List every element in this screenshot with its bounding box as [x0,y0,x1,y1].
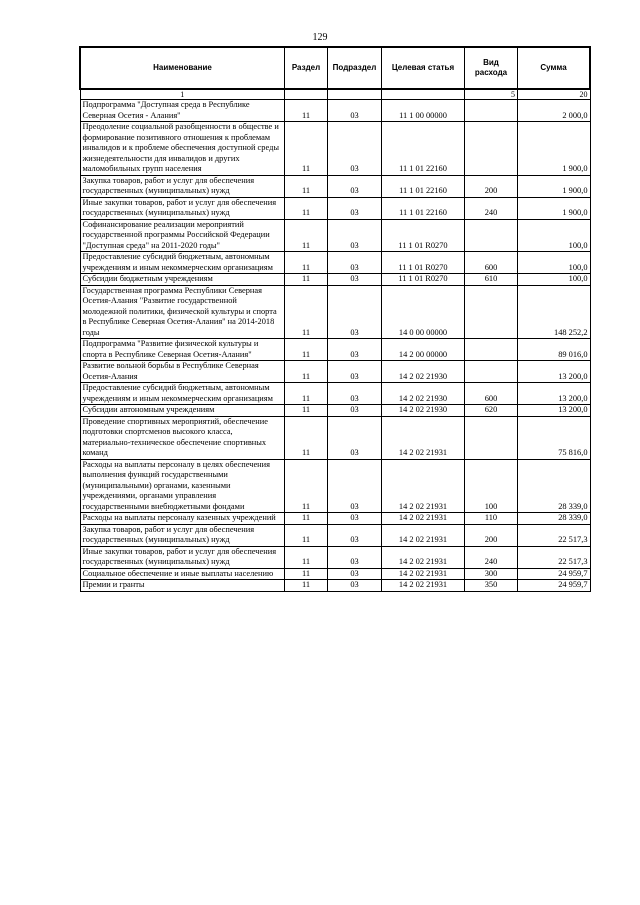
row-name-cell: Социальное обеспечение и иные выплаты населению [80,568,285,580]
table-row [80,175,590,197]
table-row [80,513,590,525]
section-cell: 11 [285,100,328,122]
row-name-cell: Иные закупки товаров, работ и услуг для обеспечения государственных (муниципальных) нужд [80,197,285,219]
sum-cell: 75 816,0 [518,416,591,459]
expense-type-cell: 110 [465,513,518,525]
row-name-cell: Закупка товаров, работ и услуг для обеспечения государственных (муниципальных) нужд [80,524,285,546]
section-cell: 11 [285,580,328,592]
section-cell: 11 [285,513,328,525]
header-expense-type: Вид расхода [465,47,518,89]
expense-type-cell [465,339,518,361]
column-number [328,89,382,100]
table-row [80,383,590,405]
row-name-cell: Государственная программа Республики Северная Осетия-Алания "Развитие государственной молодежной политики, физической культуры и спорта в Республике Северная Осетия-Алания" на 2014-2018 годы [80,285,285,339]
table-row [80,546,590,568]
section-cell: 11 [285,175,328,197]
subsection-cell: 03 [328,252,382,274]
subsection-cell: 03 [328,459,382,513]
table-row [80,285,590,339]
row-name-cell: Предоставление субсидий бюджетным, автономным учреждениям и иным некоммерческим организациям [80,383,285,405]
sum-cell: 24 959,7 [518,580,591,592]
table-row [80,416,590,459]
sum-cell: 22 517,3 [518,546,591,568]
header-section: Раздел [285,47,328,89]
expense-type-cell: 200 [465,524,518,546]
row-name-cell: Подпрограмма "Развитие физической культуры и спорта в Республике Северная Осетия-Алания" [80,339,285,361]
row-name-cell: Софинансирование реализации мероприятий государственной программы Российской Федерации "Доступная среда" на 2011-2020 годы" [80,219,285,252]
target-article-cell: 14 2 02 21931 [382,546,465,568]
target-article-cell: 14 2 02 21931 [382,416,465,459]
expense-type-cell: 610 [465,274,518,286]
target-article-cell: 11 1 01 R0270 [382,219,465,252]
row-name-cell: Иные закупки товаров, работ и услуг для обеспечения государственных (муниципальных) нужд [80,546,285,568]
section-cell: 11 [285,122,328,176]
table-row [80,219,590,252]
row-name-cell: Субсидии автономным учреждениям [80,405,285,417]
header-target: Целевая статья [382,47,465,89]
sum-cell: 28 339,0 [518,459,591,513]
sum-cell: 89 016,0 [518,339,591,361]
table-row [80,568,590,580]
expense-type-cell: 600 [465,252,518,274]
table-row [80,100,590,122]
target-article-cell: 11 1 01 R0270 [382,274,465,286]
row-name-cell: Предоставление субсидий бюджетным, автономным учреждениям и иным некоммерческим организациям [80,252,285,274]
expense-type-cell: 600 [465,383,518,405]
subsection-cell: 03 [328,383,382,405]
table-header-row [80,47,590,89]
expense-type-cell: 200 [465,175,518,197]
subsection-cell: 03 [328,274,382,286]
section-cell: 11 [285,219,328,252]
sum-cell: 22 517,3 [518,524,591,546]
expense-type-cell [465,100,518,122]
sum-cell: 24 959,7 [518,568,591,580]
sum-cell: 1 900,0 [518,197,591,219]
table-row [80,274,590,286]
subsection-cell: 03 [328,122,382,176]
section-cell: 11 [285,274,328,286]
expense-type-cell: 100 [465,459,518,513]
section-cell: 11 [285,339,328,361]
table-row [80,339,590,361]
expense-type-cell [465,361,518,383]
table-row [80,580,590,592]
target-article-cell: 11 1 01 22160 [382,197,465,219]
row-name-cell: Подпрограмма "Доступная среда в Республике Северная Осетия - Алания" [80,100,285,122]
target-article-cell: 11 1 01 22160 [382,175,465,197]
target-article-cell: 11 1 01 R0270 [382,252,465,274]
sum-cell: 13 200,0 [518,361,591,383]
header-name: Наименование [80,47,285,89]
subsection-cell: 03 [328,219,382,252]
target-article-cell: 14 2 02 21931 [382,513,465,525]
section-cell: 11 [285,285,328,339]
page-number: 129 [312,32,328,43]
table-row [80,361,590,383]
sum-cell: 28 339,0 [518,513,591,525]
table-row [80,122,590,176]
target-article-cell: 11 1 01 22160 [382,122,465,176]
row-name-cell: Премии и гранты [80,580,285,592]
column-number: 5 [465,89,518,100]
target-article-cell: 14 0 00 00000 [382,285,465,339]
row-name-cell: Преодоление социальной разобщенности в обществе и формирование позитивного отношения к проблемам инвалидов и к проблеме обеспечения доступной среды жизнедеятельности для инвалидов и других маломобильных групп населения [80,122,285,176]
subsection-cell: 03 [328,100,382,122]
subsection-cell: 03 [328,361,382,383]
header-subsection: Подраздел [328,47,382,89]
row-name-cell: Развитие вольной борьбы в Республике Северная Осетия-Алания [80,361,285,383]
section-cell: 11 [285,546,328,568]
section-cell: 11 [285,459,328,513]
subsection-cell: 03 [328,416,382,459]
section-cell: 11 [285,252,328,274]
expense-type-cell [465,122,518,176]
row-name-cell: Расходы на выплаты персоналу в целях обеспечения выполнения функций государственными (муниципальными) органами, казенными учреждениями, органами управления государственными внебюджетными фондами [80,459,285,513]
section-cell: 11 [285,361,328,383]
expense-type-cell: 620 [465,405,518,417]
row-name-cell: Расходы на выплаты персоналу казенных учреждений [80,513,285,525]
section-cell: 11 [285,383,328,405]
subsection-cell: 03 [328,339,382,361]
subsection-cell: 03 [328,405,382,417]
expense-type-cell: 240 [465,546,518,568]
target-article-cell: 14 2 02 21931 [382,568,465,580]
target-article-cell: 14 2 00 00000 [382,339,465,361]
column-number-row [80,89,590,100]
expense-type-cell [465,219,518,252]
subsection-cell: 03 [328,197,382,219]
target-article-cell: 14 2 02 21931 [382,524,465,546]
table-row [80,197,590,219]
table-row [80,405,590,417]
column-number: 20 [518,89,591,100]
expense-type-cell [465,285,518,339]
subsection-cell: 03 [328,546,382,568]
header-sum: Сумма [518,47,591,89]
sum-cell: 148 252,2 [518,285,591,339]
table-row [80,252,590,274]
subsection-cell: 03 [328,524,382,546]
target-article-cell: 14 2 02 21930 [382,405,465,417]
target-article-cell: 14 2 02 21931 [382,580,465,592]
section-cell: 11 [285,568,328,580]
subsection-cell: 03 [328,175,382,197]
row-name-cell: Субсидии бюджетным учреждениям [80,274,285,286]
target-article-cell: 14 2 02 21930 [382,361,465,383]
expense-type-cell: 350 [465,580,518,592]
sum-cell: 13 200,0 [518,405,591,417]
section-cell: 11 [285,197,328,219]
target-article-cell: 11 1 00 00000 [382,100,465,122]
expense-type-cell: 240 [465,197,518,219]
target-article-cell: 14 2 02 21930 [382,383,465,405]
row-name-cell: Закупка товаров, работ и услуг для обеспечения государственных (муниципальных) нужд [80,175,285,197]
row-name-cell: Проведение спортивных мероприятий, обеспечение подготовки спортсменов высокого класса, материально-техническое обеспечение спортивных команд [80,416,285,459]
budget-table [79,46,591,592]
column-number [382,89,465,100]
subsection-cell: 03 [328,568,382,580]
section-cell: 11 [285,524,328,546]
sum-cell: 100,0 [518,219,591,252]
subsection-cell: 03 [328,285,382,339]
column-number [285,89,328,100]
sum-cell: 100,0 [518,274,591,286]
section-cell: 11 [285,416,328,459]
sum-cell: 2 000,0 [518,100,591,122]
sum-cell: 13 200,0 [518,383,591,405]
expense-type-cell: 300 [465,568,518,580]
sum-cell: 1 900,0 [518,122,591,176]
subsection-cell: 03 [328,580,382,592]
table-row [80,524,590,546]
expense-type-cell [465,416,518,459]
sum-cell: 100,0 [518,252,591,274]
sum-cell: 1 900,0 [518,175,591,197]
table-row [80,459,590,513]
subsection-cell: 03 [328,513,382,525]
section-cell: 11 [285,405,328,417]
column-number: 1 [80,89,285,100]
target-article-cell: 14 2 02 21931 [382,459,465,513]
